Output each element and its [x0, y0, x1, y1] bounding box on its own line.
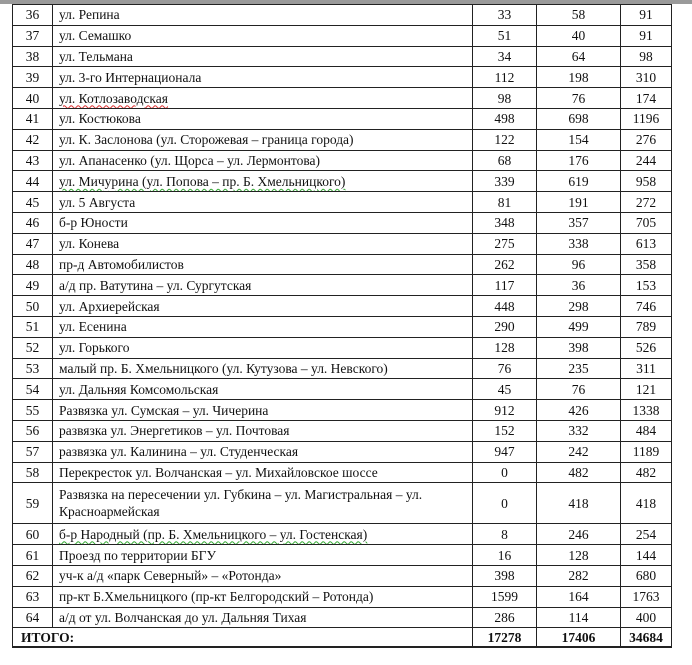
value-b: 338 [537, 233, 621, 254]
road-name: а/д от ул. Волчанская до ул. Дальняя Тихая [53, 607, 473, 628]
table-row [13, 254, 672, 275]
table-row [13, 275, 672, 296]
table-row [13, 150, 672, 171]
value-b: 418 [537, 483, 621, 524]
value-a: 45 [473, 379, 537, 400]
road-name: ул. Апанасенко (ул. Щорса – ул. Лермонтова) [53, 150, 473, 171]
value-b: 357 [537, 212, 621, 233]
row-number: 47 [13, 233, 53, 254]
value-b: 36 [537, 275, 621, 296]
road-name: Перекресток ул. Волчанская – ул. Михайловское шоссе [53, 462, 473, 483]
value-a: 117 [473, 275, 537, 296]
table-row [13, 565, 672, 586]
table-row [13, 483, 672, 524]
value-b: 76 [537, 379, 621, 400]
value-total: 789 [621, 316, 672, 337]
value-a: 16 [473, 545, 537, 566]
value-b: 191 [537, 192, 621, 213]
table-body [13, 5, 672, 648]
table-row [13, 212, 672, 233]
value-total: 121 [621, 379, 672, 400]
value-a: 262 [473, 254, 537, 275]
value-total: 1338 [621, 400, 672, 421]
value-b: 482 [537, 462, 621, 483]
value-a: 34 [473, 46, 537, 67]
value-total: 526 [621, 337, 672, 358]
value-a: 33 [473, 5, 537, 26]
value-b: 619 [537, 171, 621, 192]
value-a: 152 [473, 420, 537, 441]
road-name: малый пр. Б. Хмельницкого (ул. Кутузова – ул. Невского) [53, 358, 473, 379]
value-a: 76 [473, 358, 537, 379]
value-total: 484 [621, 420, 672, 441]
row-number: 56 [13, 420, 53, 441]
road-name: Проезд по территории БГУ [53, 545, 473, 566]
table-row [13, 5, 672, 26]
table-row [13, 524, 672, 545]
value-b: 96 [537, 254, 621, 275]
value-b: 76 [537, 88, 621, 109]
table-row [13, 400, 672, 421]
road-name [53, 88, 473, 109]
value-b: 40 [537, 25, 621, 46]
value-b: 426 [537, 400, 621, 421]
value-total: 153 [621, 275, 672, 296]
row-number: 63 [13, 586, 53, 607]
value-total: 174 [621, 88, 672, 109]
value-a: 290 [473, 316, 537, 337]
table-row [13, 441, 672, 462]
table-row [13, 586, 672, 607]
value-a: 348 [473, 212, 537, 233]
table-row [13, 545, 672, 566]
value-b: 58 [537, 5, 621, 26]
row-number: 41 [13, 108, 53, 129]
road-name: пр-д Автомобилистов [53, 254, 473, 275]
value-a: 275 [473, 233, 537, 254]
row-number: 57 [13, 441, 53, 462]
road-name: пр-кт Б.Хмельницкого (пр-кт Белгородский – Ротонда) [53, 586, 473, 607]
row-number: 49 [13, 275, 53, 296]
table-row [13, 46, 672, 67]
total-row [13, 628, 672, 648]
table-row [13, 316, 672, 337]
value-b: 398 [537, 337, 621, 358]
road-name: а/д пр. Ватутина – ул. Сургутская [53, 275, 473, 296]
value-b: 154 [537, 129, 621, 150]
road-name: развязка ул. Калинина – ул. Студенческая [53, 441, 473, 462]
value-b: 128 [537, 545, 621, 566]
table-row [13, 171, 672, 192]
row-number: 37 [13, 25, 53, 46]
table-row [13, 25, 672, 46]
row-number: 60 [13, 524, 53, 545]
road-name: б-р Юности [53, 212, 473, 233]
table-row [13, 108, 672, 129]
road-name: Развязка на пересечении ул. Губкина – ул. Магистральная – ул. Красноармейская [53, 483, 473, 524]
value-b: 64 [537, 46, 621, 67]
row-number: 50 [13, 296, 53, 317]
value-a: 68 [473, 150, 537, 171]
value-total: 400 [621, 607, 672, 628]
value-b: 282 [537, 565, 621, 586]
row-number: 54 [13, 379, 53, 400]
roads-table [12, 4, 672, 648]
value-total: 613 [621, 233, 672, 254]
value-a: 0 [473, 462, 537, 483]
value-a: 498 [473, 108, 537, 129]
total-value-b: 17406 [537, 628, 621, 648]
value-a: 947 [473, 441, 537, 462]
value-b: 242 [537, 441, 621, 462]
road-name-text: ул. Котлозаводская [59, 90, 168, 106]
row-number: 62 [13, 565, 53, 586]
row-number: 48 [13, 254, 53, 275]
value-total: 276 [621, 129, 672, 150]
value-total: 418 [621, 483, 672, 524]
road-name: ул. 5 Августа [53, 192, 473, 213]
value-total: 958 [621, 171, 672, 192]
value-a: 8 [473, 524, 537, 545]
value-b: 235 [537, 358, 621, 379]
row-number: 44 [13, 171, 53, 192]
table-row [13, 88, 672, 109]
road-name: ул. Репина [53, 5, 473, 26]
table-row [13, 607, 672, 628]
table-row [13, 462, 672, 483]
value-total: 358 [621, 254, 672, 275]
value-total: 1189 [621, 441, 672, 462]
row-number: 42 [13, 129, 53, 150]
road-name-text: б-р Народный (пр. Б. Хмельницкого – ул. Гостенская) [59, 526, 368, 542]
row-number: 43 [13, 150, 53, 171]
road-name: ул. Семашко [53, 25, 473, 46]
value-b: 298 [537, 296, 621, 317]
table-row [13, 379, 672, 400]
road-name: уч-к а/д «парк Северный» – «Ротонда» [53, 565, 473, 586]
road-name: ул. Горького [53, 337, 473, 358]
road-name [53, 171, 473, 192]
value-b: 499 [537, 316, 621, 337]
road-name: Развязка ул. Сумская – ул. Чичерина [53, 400, 473, 421]
row-number: 59 [13, 483, 53, 524]
value-a: 286 [473, 607, 537, 628]
road-name: ул. Дальняя Комсомольская [53, 379, 473, 400]
table-row [13, 67, 672, 88]
row-number: 40 [13, 88, 53, 109]
value-b: 246 [537, 524, 621, 545]
value-a: 339 [473, 171, 537, 192]
row-number: 46 [13, 212, 53, 233]
road-name: развязка ул. Энергетиков – ул. Почтовая [53, 420, 473, 441]
value-a: 122 [473, 129, 537, 150]
value-a: 98 [473, 88, 537, 109]
value-b: 114 [537, 607, 621, 628]
road-name: ул. Есенина [53, 316, 473, 337]
road-name: ул. Архиерейская [53, 296, 473, 317]
table-row [13, 296, 672, 317]
row-number: 61 [13, 545, 53, 566]
row-number: 36 [13, 5, 53, 26]
value-b: 164 [537, 586, 621, 607]
total-label: ИТОГО: [13, 628, 473, 648]
value-b: 198 [537, 67, 621, 88]
value-total: 1763 [621, 586, 672, 607]
value-a: 448 [473, 296, 537, 317]
row-number: 38 [13, 46, 53, 67]
value-a: 112 [473, 67, 537, 88]
table-row [13, 233, 672, 254]
table-row [13, 192, 672, 213]
row-number: 45 [13, 192, 53, 213]
row-number: 53 [13, 358, 53, 379]
value-total: 310 [621, 67, 672, 88]
road-name: ул. Тельмана [53, 46, 473, 67]
table-row [13, 420, 672, 441]
value-total: 98 [621, 46, 672, 67]
row-number: 52 [13, 337, 53, 358]
road-name: ул. Костюкова [53, 108, 473, 129]
row-number: 39 [13, 67, 53, 88]
row-number: 51 [13, 316, 53, 337]
value-total: 244 [621, 150, 672, 171]
value-total: 91 [621, 25, 672, 46]
value-a: 1599 [473, 586, 537, 607]
value-b: 332 [537, 420, 621, 441]
value-total: 272 [621, 192, 672, 213]
value-total: 705 [621, 212, 672, 233]
table-row [13, 337, 672, 358]
value-b: 176 [537, 150, 621, 171]
total-value-total: 34684 [621, 628, 672, 648]
road-name: ул. 3-го Интернационала [53, 67, 473, 88]
value-total: 91 [621, 5, 672, 26]
value-a: 128 [473, 337, 537, 358]
value-total: 254 [621, 524, 672, 545]
road-name [53, 524, 473, 545]
value-total: 746 [621, 296, 672, 317]
road-name: ул. К. Заслонова (ул. Сторожевая – граница города) [53, 129, 473, 150]
row-number: 58 [13, 462, 53, 483]
value-total: 680 [621, 565, 672, 586]
row-number: 55 [13, 400, 53, 421]
value-total: 311 [621, 358, 672, 379]
row-number: 64 [13, 607, 53, 628]
table-row [13, 358, 672, 379]
road-name-text: ул. Мичурина (ул. Попова – пр. Б. Хмельницкого) [59, 173, 346, 189]
value-a: 912 [473, 400, 537, 421]
value-a: 398 [473, 565, 537, 586]
value-total: 482 [621, 462, 672, 483]
road-name: ул. Конева [53, 233, 473, 254]
value-a: 81 [473, 192, 537, 213]
value-total: 144 [621, 545, 672, 566]
value-total: 1196 [621, 108, 672, 129]
value-a: 51 [473, 25, 537, 46]
table-row [13, 129, 672, 150]
value-a: 0 [473, 483, 537, 524]
value-b: 698 [537, 108, 621, 129]
total-value-a: 17278 [473, 628, 537, 648]
